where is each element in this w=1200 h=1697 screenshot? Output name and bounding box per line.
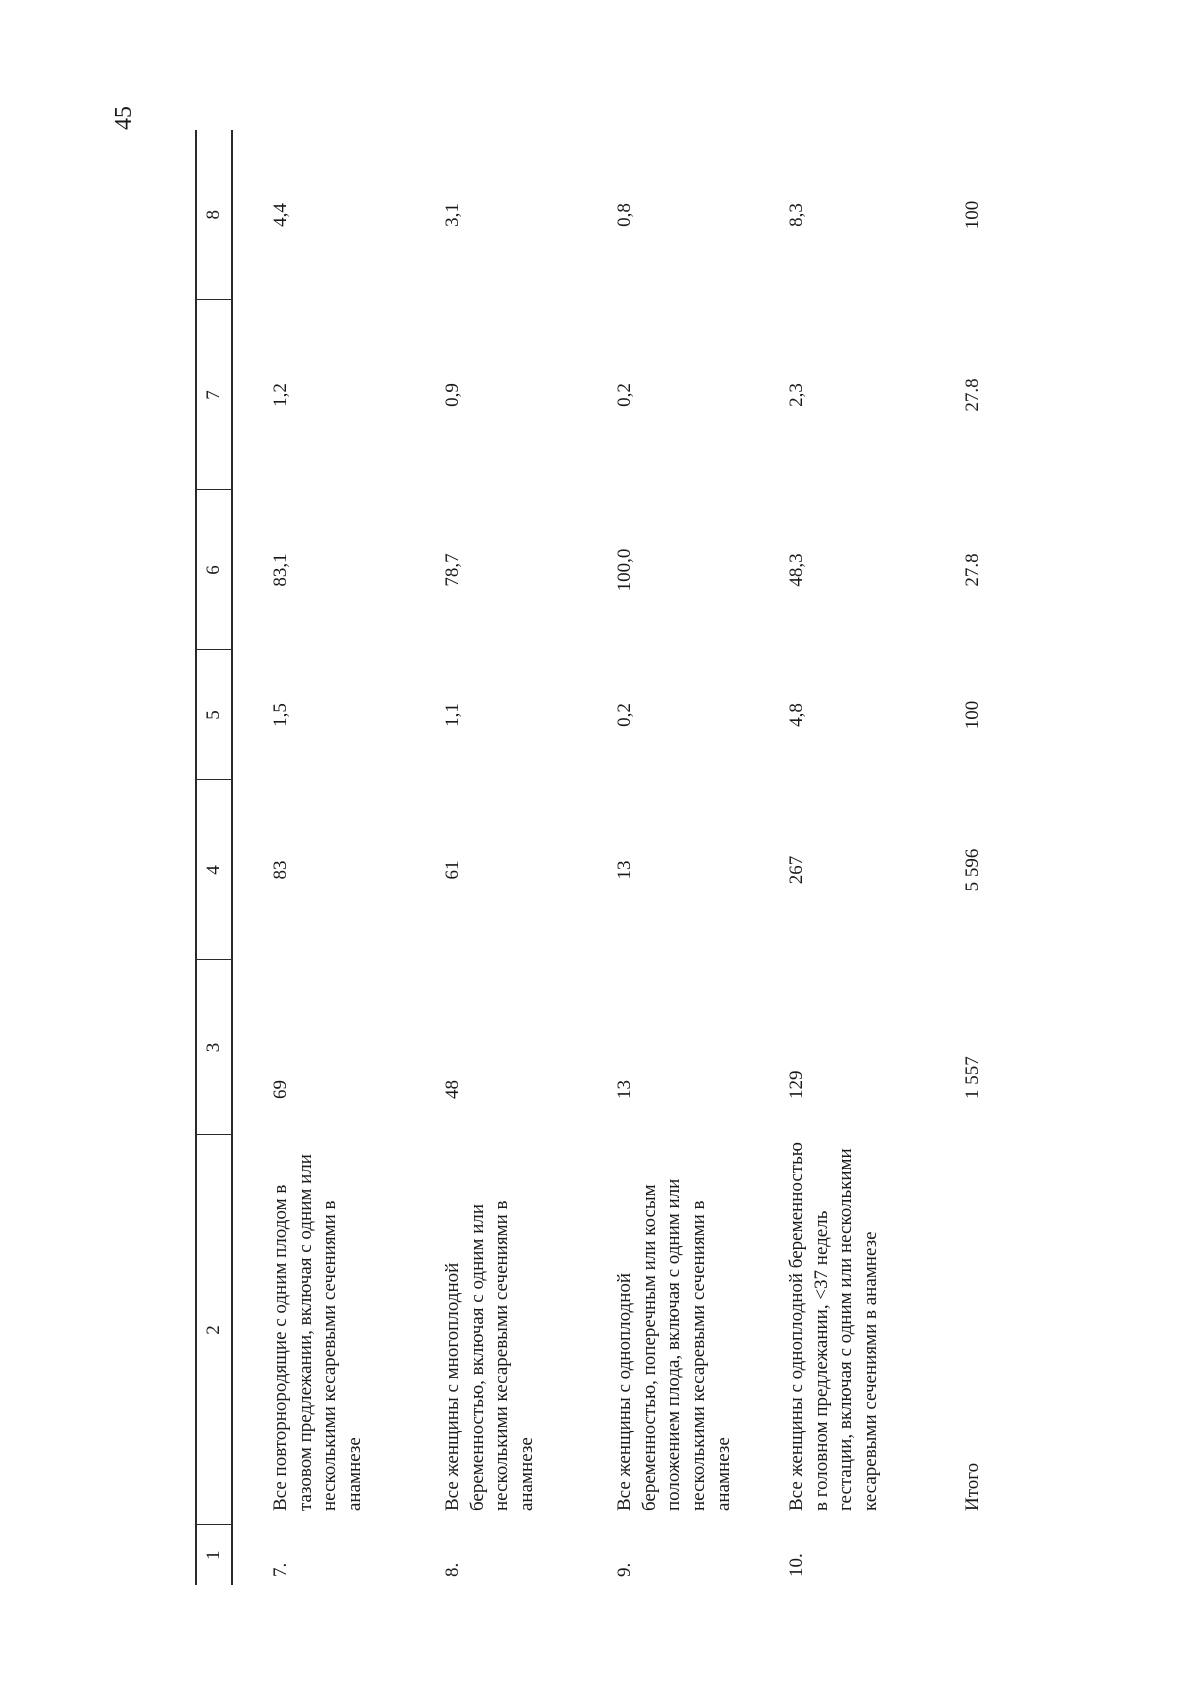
rotated-page-content bbox=[195, 85, 1015, 1585]
table-header-row bbox=[196, 130, 232, 1585]
cell-col4: 13 bbox=[614, 860, 635, 880]
cell-col7: 0,2 bbox=[614, 383, 635, 407]
row-number: 8. bbox=[442, 1562, 463, 1577]
row-description: Все женщины с одноплодной беременностью в головном предлежании, <37 недель гестации, включая с одним или несколькими кесаревыми сечениями в анамнезе bbox=[786, 1142, 882, 1511]
page-number: 45 bbox=[111, 106, 137, 130]
table-row bbox=[577, 130, 749, 1585]
row-description: Все повторнородящие с одним плодом в тазовом предлежании, включая с одним или несколькими кесаревыми сечениями в анамнезе bbox=[270, 1154, 366, 1511]
cell-col5: 0,2 bbox=[614, 703, 635, 727]
cell-col4: 83 bbox=[270, 860, 291, 880]
cell-col6: 78,7 bbox=[442, 553, 463, 587]
total-col5: 100 bbox=[962, 700, 983, 730]
header-cell: 8 bbox=[196, 130, 232, 300]
row-description: Все женщины с многоплодной беременностью, включая с одним или несколькими кесаревыми сечениями в анамнезе bbox=[442, 1200, 538, 1511]
header-cell: 6 bbox=[196, 490, 232, 650]
cell-col8: 0,8 bbox=[614, 203, 635, 227]
row-number: 9. bbox=[614, 1562, 635, 1577]
header-cell: 2 bbox=[196, 1135, 232, 1525]
table-row bbox=[405, 130, 577, 1585]
row-number: 10. bbox=[786, 1553, 807, 1577]
cell-col5: 1,5 bbox=[270, 703, 291, 727]
total-row bbox=[921, 130, 1021, 1585]
table-row bbox=[232, 130, 405, 1585]
total-label: Итого bbox=[962, 1462, 983, 1511]
total-col3: 1 557 bbox=[962, 1056, 983, 1099]
header-cell: 5 bbox=[196, 650, 232, 780]
row-description: Все женщины с одноплодной беременностью, поперечным или косым положением плода, включая с одним или несколькими кесаревыми сечениями в анамнезе bbox=[614, 1178, 734, 1511]
cell-col7: 1,2 bbox=[270, 383, 291, 407]
row-number bbox=[921, 1525, 1021, 1585]
header-cell: 1 bbox=[196, 1525, 232, 1585]
cell-col5: 4,8 bbox=[786, 703, 807, 727]
cell-col6: 48,3 bbox=[786, 553, 807, 587]
cell-col3: 48 bbox=[442, 1080, 463, 1099]
total-col4: 5 596 bbox=[962, 848, 983, 892]
header-cell: 3 bbox=[196, 960, 232, 1135]
row-number: 7. bbox=[270, 1562, 291, 1577]
cell-col4: 267 bbox=[786, 855, 807, 885]
cell-col5: 1,1 bbox=[442, 703, 463, 727]
total-col8: 100 bbox=[962, 200, 983, 230]
table-row bbox=[749, 130, 921, 1585]
cell-col3: 13 bbox=[614, 1080, 635, 1099]
cell-col8: 4,4 bbox=[270, 203, 291, 227]
data-table bbox=[195, 130, 1021, 1585]
cell-col6: 83,1 bbox=[270, 553, 291, 587]
cell-col4: 61 bbox=[442, 860, 463, 880]
cell-col8: 3,1 bbox=[442, 203, 463, 227]
cell-col6: 100,0 bbox=[614, 548, 635, 592]
cell-col3: 129 bbox=[786, 1070, 807, 1099]
cell-col8: 8,3 bbox=[786, 203, 807, 227]
header-cell: 4 bbox=[196, 780, 232, 960]
cell-col7: 0,9 bbox=[442, 383, 463, 407]
total-col7: 27.8 bbox=[962, 378, 983, 412]
cell-col7: 2,3 bbox=[786, 383, 807, 407]
cell-col3: 69 bbox=[270, 1080, 291, 1099]
header-cell: 7 bbox=[196, 300, 232, 490]
total-col6: 27.8 bbox=[962, 553, 983, 587]
